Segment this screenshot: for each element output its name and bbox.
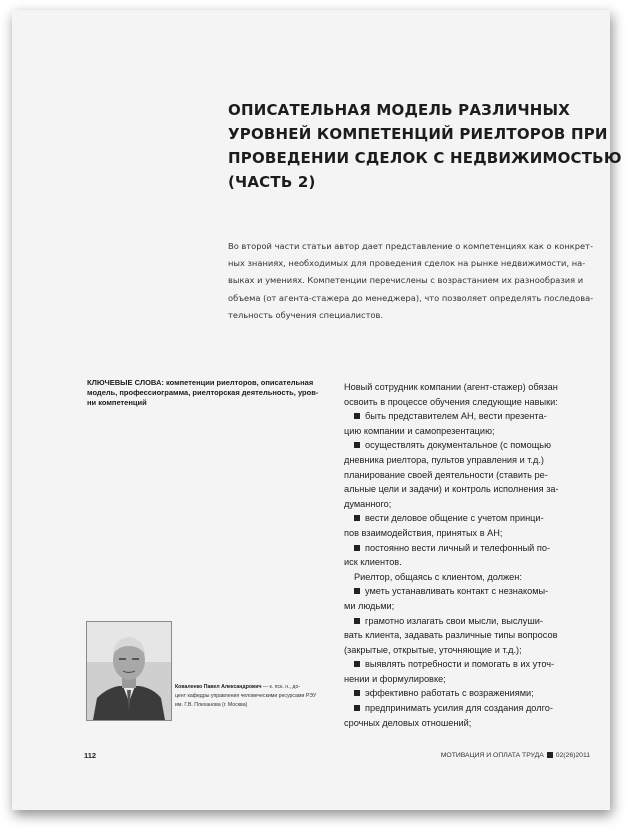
square-separator-icon — [547, 752, 553, 758]
page-number: 112 — [84, 751, 97, 760]
keywords-line: ни компетенций — [87, 398, 147, 407]
author-photo — [86, 621, 172, 721]
bullet-square-icon — [354, 515, 360, 521]
body-line — [344, 672, 606, 687]
author-info — [175, 683, 325, 710]
body-line-text: грамотно излагать свои мысли, выслуши- — [365, 615, 543, 626]
article-body — [344, 380, 606, 730]
body-line — [344, 599, 606, 614]
body-line-text: вать клиента, задавать различные типы вопросов — [344, 630, 558, 641]
title-line: УРОВНЕЙ КОМПЕТЕНЦИЙ РИЕЛТОРОВ ПРИ — [228, 125, 608, 143]
article-title — [228, 98, 622, 194]
body-line — [344, 497, 606, 512]
author-portrait-icon — [87, 622, 171, 720]
bullet-square-icon — [354, 413, 360, 419]
bullet-item-line — [344, 438, 606, 453]
bullet-square-icon — [354, 618, 360, 624]
bullet-item-line — [344, 657, 606, 672]
body-line — [344, 716, 606, 731]
body-line-text: ми людьми; — [344, 600, 395, 611]
body-line-text: альные цели и задачи) и контроль исполнения за- — [344, 484, 559, 495]
author-name: Коваленко Павел Александрович — [175, 684, 262, 690]
body-line — [344, 526, 606, 541]
body-line — [344, 468, 606, 483]
author-degree: — к. пск. н., до- — [261, 684, 301, 690]
bullet-item-line — [344, 701, 606, 716]
bullet-item-line — [344, 511, 606, 526]
body-line — [344, 482, 606, 497]
body-line — [344, 628, 606, 643]
body-line-text: вести деловое общение с учетом принци- — [365, 513, 544, 524]
bullet-item-line — [344, 686, 606, 701]
keywords-line: КЛЮЧЕВЫЕ СЛОВА: компетенции риелторов, описательная — [87, 378, 314, 387]
body-line-text: цию компании и самопрезентацию; — [344, 425, 495, 436]
body-line — [344, 453, 606, 468]
bullet-item-line — [344, 614, 606, 629]
abstract-line: выках и умениях. Компетенции перечислены с возрастанием их разнообразия и — [228, 275, 584, 286]
body-line — [344, 570, 606, 585]
author-position: цент кафедры управления человеческими ресурсами РЭУ — [175, 693, 317, 699]
bullet-item-line — [344, 584, 606, 599]
bullet-square-icon — [354, 690, 360, 696]
title-line: (ЧАСТЬ 2) — [228, 173, 316, 191]
article-abstract — [228, 238, 604, 324]
bullet-square-icon — [354, 705, 360, 711]
body-line-text: иск клиентов. — [344, 557, 402, 568]
body-line-text: нении и формулировке; — [344, 673, 446, 684]
body-line-text: думанного; — [344, 498, 392, 509]
title-line: ОПИСАТЕЛЬНАЯ МОДЕЛЬ РАЗЛИЧНЫХ — [228, 101, 571, 119]
body-line-text: постоянно вести личный и телефонный по- — [365, 542, 551, 553]
body-line-text: быть представителем АН, вести презента- — [365, 411, 547, 422]
body-line-text: освоить в процессе обучения следующие навыки: — [344, 396, 558, 407]
bullet-square-icon — [354, 442, 360, 448]
body-line — [344, 555, 606, 570]
bullet-square-icon — [354, 661, 360, 667]
body-line-text: предпринимать усилия для создания долго- — [365, 703, 553, 714]
abstract-line: Во второй части статьи автор дает представление о компетенциях как о конкрет- — [228, 241, 593, 251]
body-line-text: эффективно работать с возражениями; — [365, 688, 534, 699]
bullet-item-line — [344, 409, 606, 424]
journal-page — [12, 10, 622, 810]
bullet-square-icon — [354, 588, 360, 594]
bullet-square-icon — [354, 545, 360, 551]
body-line — [344, 643, 606, 658]
body-line-text: пов взаимодействия, принятых в АН; — [344, 527, 503, 538]
abstract-line: объема (от агента-стажера до менеджера), что позволяет определять последова- — [228, 292, 594, 303]
journal-name: МОТИВАЦИЯ И ОПЛАТА ТРУДА — [440, 752, 544, 759]
body-line-text: срочных деловых отношений; — [344, 717, 472, 728]
bullet-item-line — [344, 541, 606, 556]
body-line — [344, 395, 606, 410]
abstract-line: тельность обучения специалистов. — [228, 309, 384, 320]
abstract-line: ных знаниях, необходимых для проведения сделок на рынке недвижимости, на- — [228, 258, 586, 269]
body-line-text: дневника риелтора, пультов управления и т.д.) — [344, 454, 544, 465]
body-line-text: выявлять потребности и помогать в их уточ- — [365, 659, 555, 670]
body-line-text: планирование своей деятельности (ставить ре- — [344, 469, 548, 480]
title-line: ПРОВЕДЕНИИ СДЕЛОК С НЕДВИЖИМОСТЬЮ — [228, 149, 622, 167]
body-line — [344, 380, 606, 395]
body-line-text: осуществлять документальное (с помощью — [365, 440, 551, 451]
body-line-text: (закрытые, открытые, уточняющие и т.д.); — [344, 644, 522, 655]
body-line-text: уметь устанавливать контакт с незнакомы- — [365, 586, 549, 597]
author-affiliation: им. Г.В. Плеханова (г. Москва) — [175, 702, 248, 708]
body-line — [344, 424, 606, 439]
journal-issue: 02(26)2011 — [555, 752, 590, 759]
body-line-text: Новый сотрудник компании (агент-стажер) обязан — [344, 382, 558, 392]
keywords-line: модель, профессиограмма, риелторская деятельность, уров- — [87, 388, 319, 397]
running-footer — [441, 752, 590, 759]
keywords-block — [87, 378, 327, 408]
body-line-text: Риелтор, общаясь с клиентом, должен: — [354, 571, 522, 582]
